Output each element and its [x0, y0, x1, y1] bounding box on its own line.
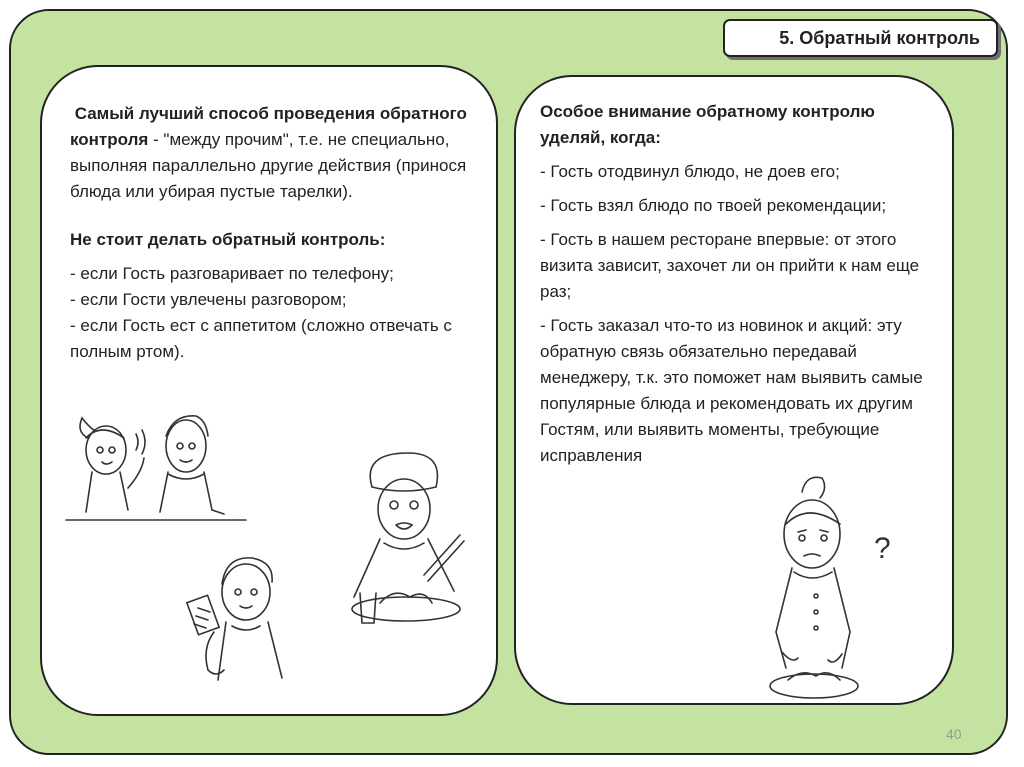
left-panel-text [70, 101, 470, 365]
left-intro-paragraph [70, 101, 470, 205]
left-panel [40, 65, 498, 716]
left-item-conversation: - если Гости увлечены разговором; [70, 290, 347, 309]
question-mark-icon: ? [874, 532, 891, 565]
right-panel [514, 75, 954, 705]
page-number: 40 [946, 726, 962, 742]
left-item-appetite: - если Гость ест с аппетитом (сложно отвечать с полным ртом). [70, 316, 452, 361]
right-item-new-items: - Гость заказал что-то из новинок и акций: эту обратную связь обязательно передавай менеджеру, т.к. это поможет нам выявить самые популярные блюда и рекомендовать их другим Гостям, или выявить моменты, требующие исправления [540, 316, 923, 465]
right-item-recommendation: - Гость взял блюдо по твоей рекомендации; [540, 196, 887, 215]
right-heading: Особое внимание обратному контролю уделяй, когда: [540, 102, 875, 147]
left-item-phone: - если Гость разговаривает по телефону; [70, 264, 394, 283]
left-intro-rest: - "между прочим", т.е. не специально, выполняя параллельно другие действия (принося блюда или убирая пустые тарелки). [70, 130, 467, 201]
right-panel-text [540, 99, 940, 477]
eating-guest-illustration [332, 447, 492, 637]
left-heading: Не стоит делать обратный контроль: [70, 230, 386, 249]
phone-guest-illustration [182, 552, 312, 687]
confused-guest-illustration [746, 472, 941, 705]
right-item-first-visit: - Гость в нашем ресторане впервые: от этого визита зависит, захочет ли он прийти к нам еще раз; [540, 230, 920, 301]
left-intro-bold: Самый лучший способ проведения обратного контроля [70, 104, 467, 149]
slide-title: 5. Обратный контроль [779, 28, 980, 48]
talking-guests-illustration [56, 402, 256, 532]
right-item-pushed-away: - Гость отодвинул блюдо, не доев его; [540, 162, 840, 181]
slide-title-box [723, 19, 998, 57]
